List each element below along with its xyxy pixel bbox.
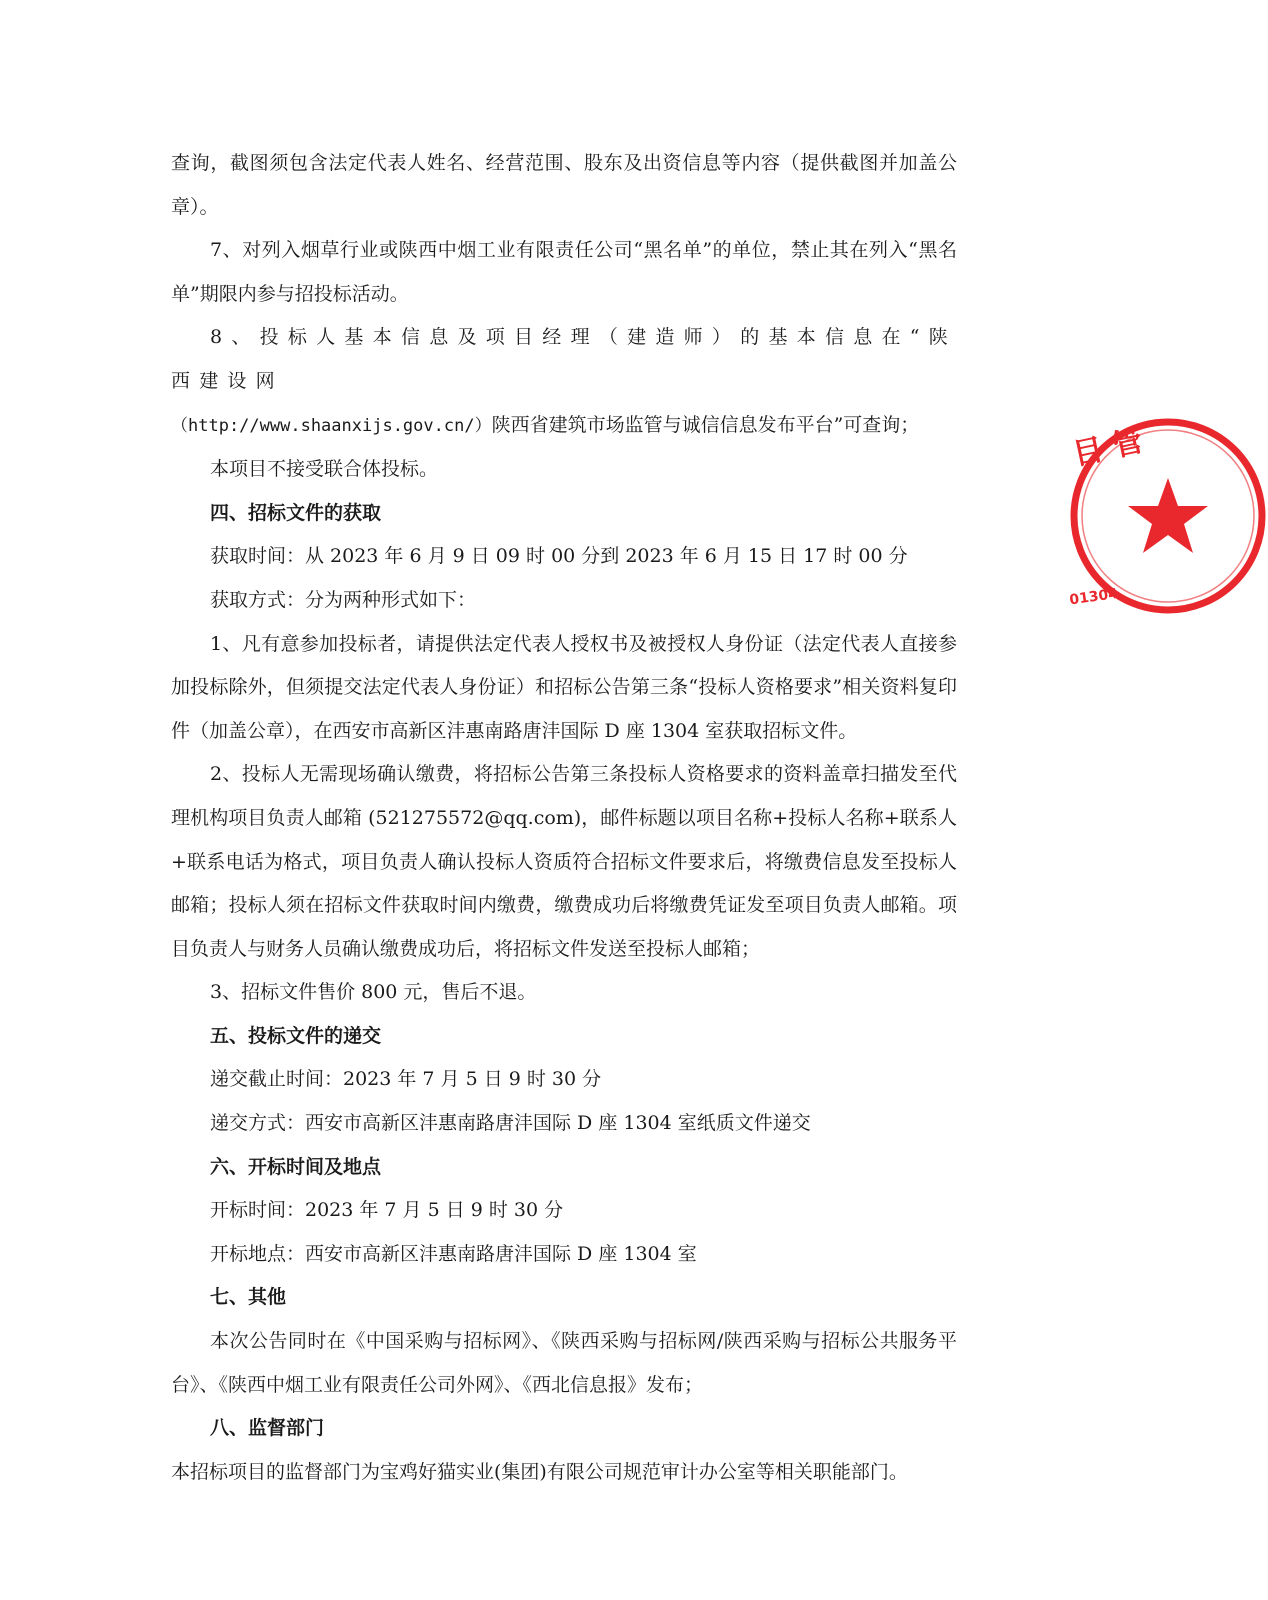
bidder-info-platform: 陕西省建筑市场监管与诚信信息发布平台”可查询；	[491, 413, 920, 436]
paragraph-supervision: 本招标项目的监督部门为宝鸡好猫实业(集团)有限公司规范审计办公室等相关职能部门。	[171, 1460, 908, 1483]
section-heading-opening: 六、开标时间及地点	[210, 1155, 382, 1178]
paragraph-blacklist: 7、对列入烟草行业或陕西中烟工业有限责任公司“黑名单”的单位，禁止其在列入“黑名单”期限内参与招投标活动。	[171, 239, 957, 305]
paragraph-submission-method: 递交方式：西安市高新区沣惠南路唐沣国际 D 座 1304 室纸质文件递交	[210, 1112, 811, 1135]
paragraph-opening-time: 开标时间：2023 年 7 月 5 日 9 时 30 分	[210, 1199, 564, 1222]
paragraph-opening-location: 开标地点：西安市高新区沣惠南路唐沣国际 D 座 1304 室	[210, 1242, 697, 1265]
paragraph-acquisition-time: 获取时间：从 2023 年 6 月 9 日 09 时 00 分到 2023 年 6 月 15 日 17 时 00 分	[210, 545, 908, 568]
paragraph-bidder-info	[171, 316, 957, 448]
paragraph-no-consortium: 本项目不接受联合体投标。	[210, 458, 439, 481]
section-heading-supervision: 八、监督部门	[210, 1417, 325, 1440]
seal-bottom-number: 01304	[1068, 585, 1119, 609]
seal-top-text: 目 管	[1069, 423, 1147, 473]
company-seal-icon	[1068, 416, 1268, 616]
bidder-info-text: 8、投标人基本信息及项目经理（建造师）的基本信息在“陕西建设网	[171, 326, 957, 392]
paragraph-submission-deadline: 递交截止时间：2023 年 7 月 5 日 9 时 30 分	[210, 1068, 602, 1091]
paragraph-method-3: 3、招标文件售价 800 元，售后不退。	[210, 981, 537, 1004]
section-heading-other: 七、其他	[210, 1286, 287, 1309]
document-body	[171, 142, 957, 1494]
website-url: （http://www.shaanxijs.gov.cn/）	[171, 415, 492, 436]
paragraph-acquisition-method: 获取方式：分为两种形式如下：	[210, 588, 477, 611]
section-heading-acquisition: 四、招标文件的获取	[210, 501, 382, 524]
section-heading-submission: 五、投标文件的递交	[210, 1024, 382, 1047]
paragraph-query-screenshot: 查询，截图须包含法定代表人姓名、经营范围、股东及出资信息等内容（提供截图并加盖公章）。	[171, 152, 957, 218]
paragraph-method-2: 2、投标人无需现场确认缴费，将招标公告第三条投标人资格要求的资料盖章扫描发至代理机构项目负责人邮箱 (521275572@qq.com)，邮件标题以项目名称+投标人名称+联系人+联系电话为格式，项目负责人确认投标人资质符合招标文件要求后，将缴费信息发至投标人邮箱；投标人须在招标文件获取时间内缴费，缴费成功后将缴费凭证发至项目负责人邮箱。项目负责人与财务人员确认缴费成功后，将招标文件发送至投标人邮箱；	[171, 763, 957, 960]
paragraph-method-1: 1、凡有意参加投标者，请提供法定代表人授权书及被授权人身份证（法定代表人直接参加投标除外，但须提交法定代表人身份证）和招标公告第三条“投标人资格要求”相关资料复印件（加盖公章），在西安市高新区沣惠南路唐沣国际 D 座 1304 室获取招标文件。	[171, 632, 957, 742]
seal-star	[1128, 478, 1208, 553]
paragraph-publication: 本次公告同时在《中国采购与招标网》、《陕西采购与招标网/陕西采购与招标公共服务平台》、《陕西中烟工业有限责任公司外网》、《西北信息报》发布；	[171, 1330, 957, 1396]
